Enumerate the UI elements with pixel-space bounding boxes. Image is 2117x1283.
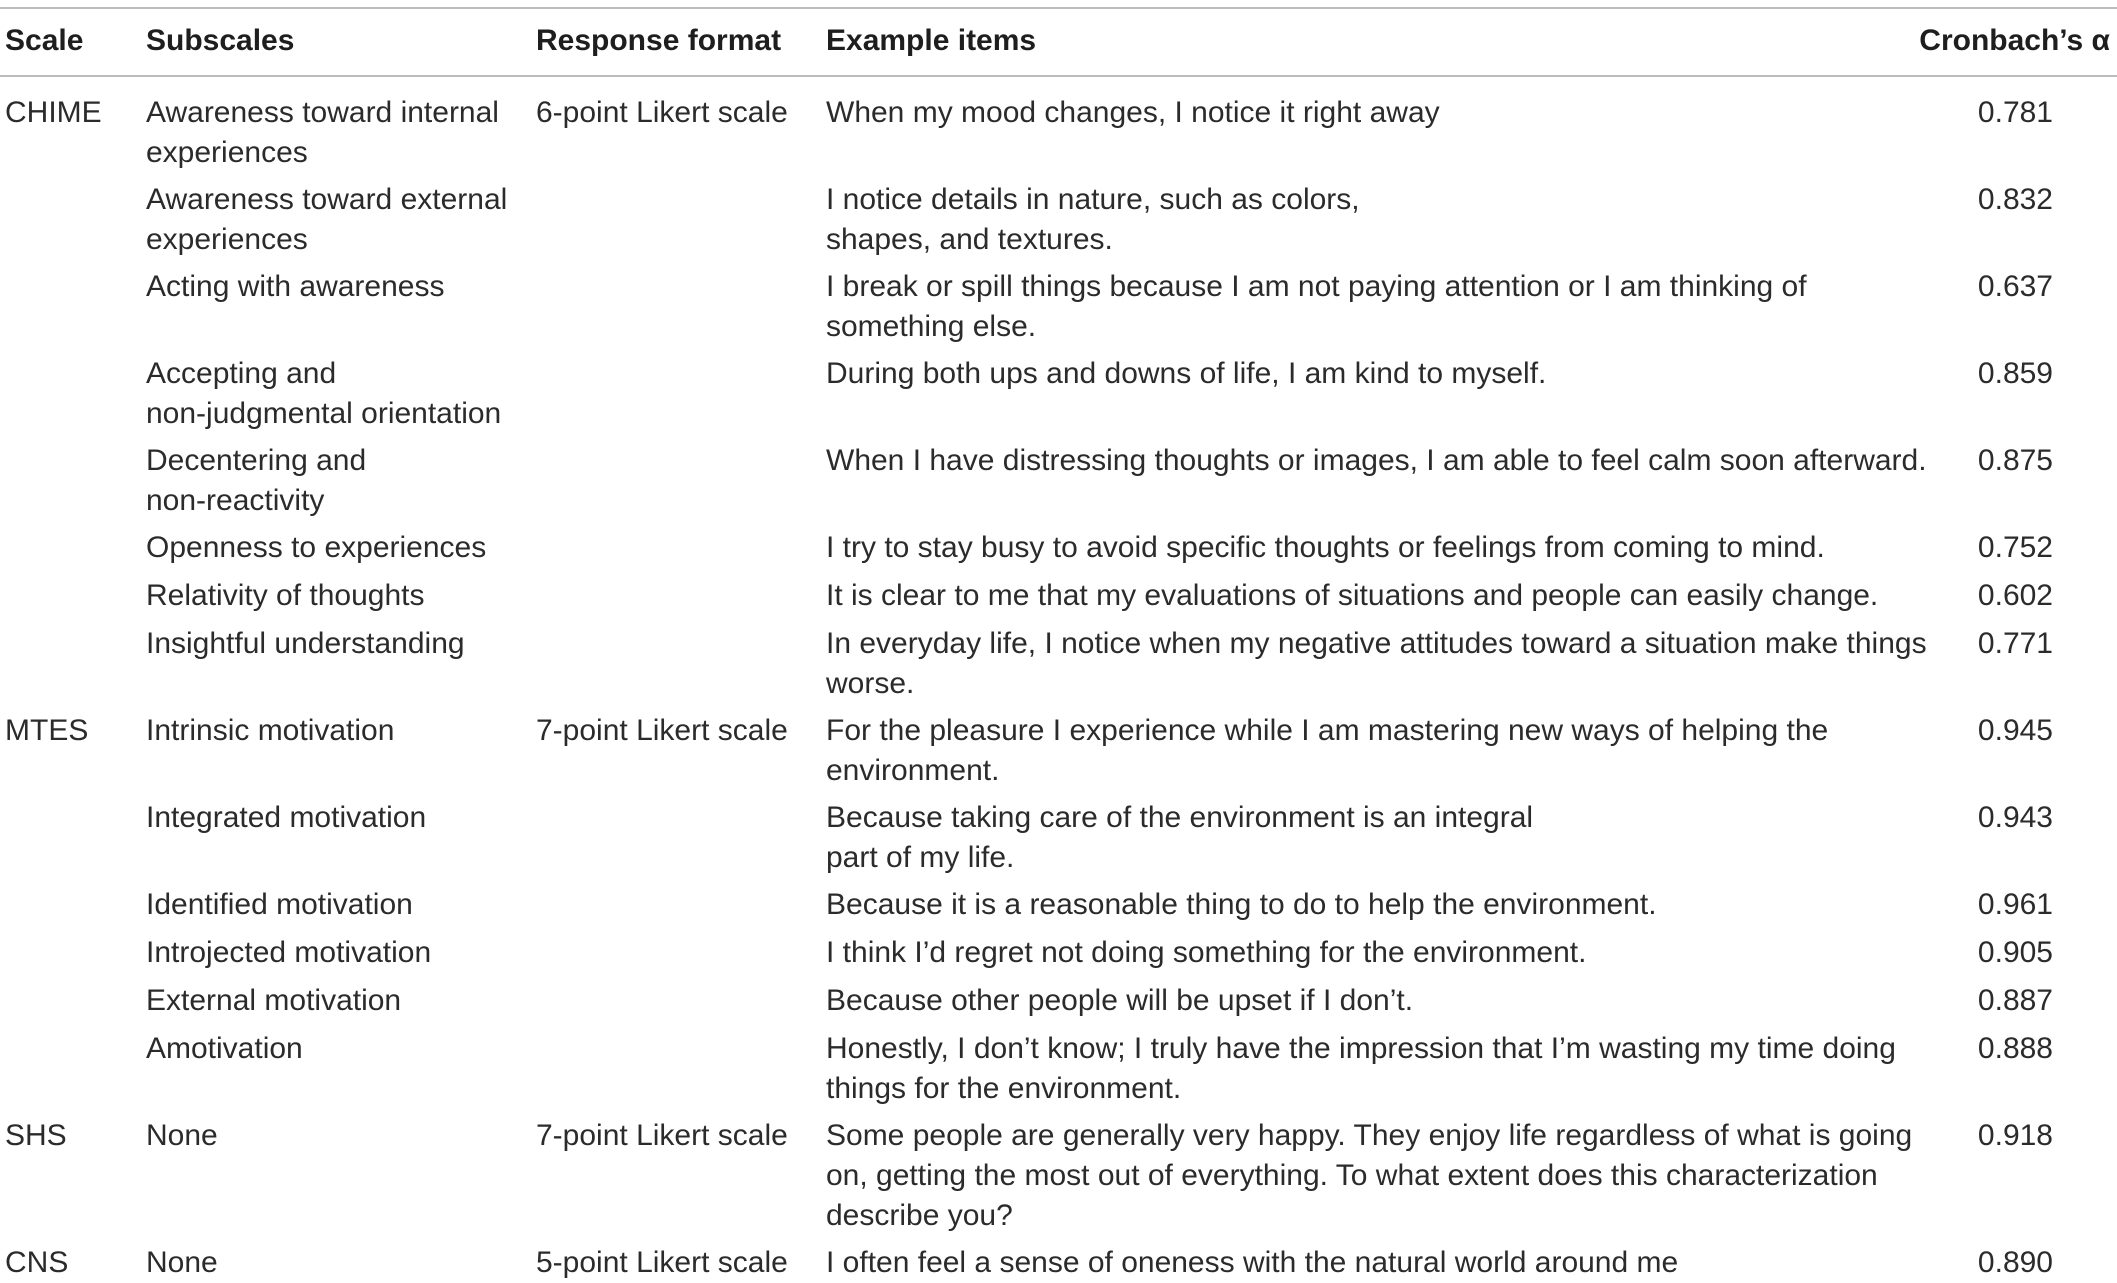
cell-scale: MTES bbox=[5, 714, 89, 747]
cell-example-item: It is clear to me that my evaluations of situations and people can easily change. bbox=[826, 579, 1879, 612]
cell-example-item: I notice details in nature, such as colors, shapes, and textures. bbox=[826, 183, 1360, 256]
cell-example-item: Because taking care of the environment is an integral part of my life. bbox=[826, 801, 1534, 874]
cell-example-item: I think I’d regret not doing something for the environment. bbox=[826, 936, 1587, 969]
cell-subscale: External motivation bbox=[146, 984, 402, 1017]
cell-subscale: None bbox=[146, 1246, 218, 1279]
cell-cronbach-alpha: 0.781 bbox=[1977, 96, 2053, 129]
cell-scale: SHS bbox=[5, 1119, 67, 1152]
cell-response-format: 7-point Likert scale bbox=[536, 1119, 788, 1152]
cell-subscale: Identified motivation bbox=[146, 888, 413, 921]
cell-cronbach-alpha: 0.888 bbox=[1977, 1032, 2053, 1065]
header-scale: Scale bbox=[5, 24, 84, 57]
cell-cronbach-alpha: 0.945 bbox=[1977, 714, 2053, 747]
cell-subscale: Openness to experiences bbox=[146, 531, 487, 564]
cell-cronbach-alpha: 0.771 bbox=[1977, 627, 2053, 660]
cell-example-item: Because it is a reasonable thing to do to help the environment. bbox=[826, 888, 1657, 921]
table-top-rule bbox=[0, 7, 2117, 9]
cell-subscale: Amotivation bbox=[146, 1032, 303, 1065]
cell-subscale: Awareness toward internal experiences bbox=[146, 96, 499, 169]
cell-subscale: Introjected motivation bbox=[146, 936, 432, 969]
cell-response-format: 7-point Likert scale bbox=[536, 714, 788, 747]
cell-subscale: Insightful understanding bbox=[146, 627, 465, 660]
cell-cronbach-alpha: 0.752 bbox=[1977, 531, 2053, 564]
cell-subscale: Intrinsic motivation bbox=[146, 714, 395, 747]
cell-example-item: For the pleasure I experience while I am mastering new ways of helping the environment. bbox=[826, 714, 1829, 787]
cell-example-item: Honestly, I don’t know; I truly have the impression that I’m wasting my time doing things for the environment. bbox=[826, 1032, 1896, 1105]
cell-subscale: Integrated motivation bbox=[146, 801, 427, 834]
cell-cronbach-alpha: 0.875 bbox=[1977, 444, 2053, 477]
header-example-items: Example items bbox=[826, 24, 1037, 57]
cell-subscale: Acting with awareness bbox=[146, 270, 445, 303]
cell-cronbach-alpha: 0.890 bbox=[1977, 1246, 2053, 1279]
cell-cronbach-alpha: 0.887 bbox=[1977, 984, 2053, 1017]
cell-cronbach-alpha: 0.905 bbox=[1977, 936, 2053, 969]
cell-cronbach-alpha: 0.859 bbox=[1977, 357, 2053, 390]
table-header-rule bbox=[0, 75, 2117, 77]
cell-example-item: During both ups and downs of life, I am kind to myself. bbox=[826, 357, 1547, 390]
cell-response-format: 5-point Likert scale bbox=[536, 1246, 788, 1279]
cell-subscale: Awareness toward external experiences bbox=[146, 183, 508, 256]
cell-cronbach-alpha: 0.602 bbox=[1977, 579, 2053, 612]
cell-example-item: When my mood changes, I notice it right away bbox=[826, 96, 1440, 129]
cell-example-item: When I have distressing thoughts or images, I am able to feel calm soon afterward. bbox=[826, 444, 1927, 477]
cell-example-item: In everyday life, I notice when my negative attitudes toward a situation make things worse. bbox=[826, 627, 1927, 700]
cell-cronbach-alpha: 0.832 bbox=[1977, 183, 2053, 216]
cell-cronbach-alpha: 0.943 bbox=[1977, 801, 2053, 834]
cell-subscale: Decentering and non-reactivity bbox=[146, 444, 367, 517]
cell-example-item: I break or spill things because I am not paying attention or I am thinking of something else. bbox=[826, 270, 1807, 343]
cell-cronbach-alpha: 0.637 bbox=[1977, 270, 2053, 303]
cell-cronbach-alpha: 0.961 bbox=[1977, 888, 2053, 921]
cell-example-item: Some people are generally very happy. They enjoy life regardless of what is going on, getting the most out of everything. To what extent does this characterization describe you? bbox=[826, 1119, 1913, 1232]
cell-subscale: None bbox=[146, 1119, 218, 1152]
cell-subscale: Accepting and non-judgmental orientation bbox=[146, 357, 502, 430]
cell-cronbach-alpha: 0.918 bbox=[1977, 1119, 2053, 1152]
header-subscales: Subscales bbox=[146, 24, 295, 57]
cell-example-item: Because other people will be upset if I don’t. bbox=[826, 984, 1414, 1017]
header-cronbach-alpha: Cronbach’s α bbox=[1919, 24, 2110, 57]
cell-example-item: I often feel a sense of oneness with the natural world around me bbox=[826, 1246, 1679, 1279]
cell-scale: CNS bbox=[5, 1246, 69, 1279]
cell-subscale: Relativity of thoughts bbox=[146, 579, 425, 612]
cell-scale: CHIME bbox=[5, 96, 102, 129]
cell-response-format: 6-point Likert scale bbox=[536, 96, 788, 129]
cell-example-item: I try to stay busy to avoid specific thoughts or feelings from coming to mind. bbox=[826, 531, 1825, 564]
header-response-format: Response format bbox=[536, 24, 782, 57]
